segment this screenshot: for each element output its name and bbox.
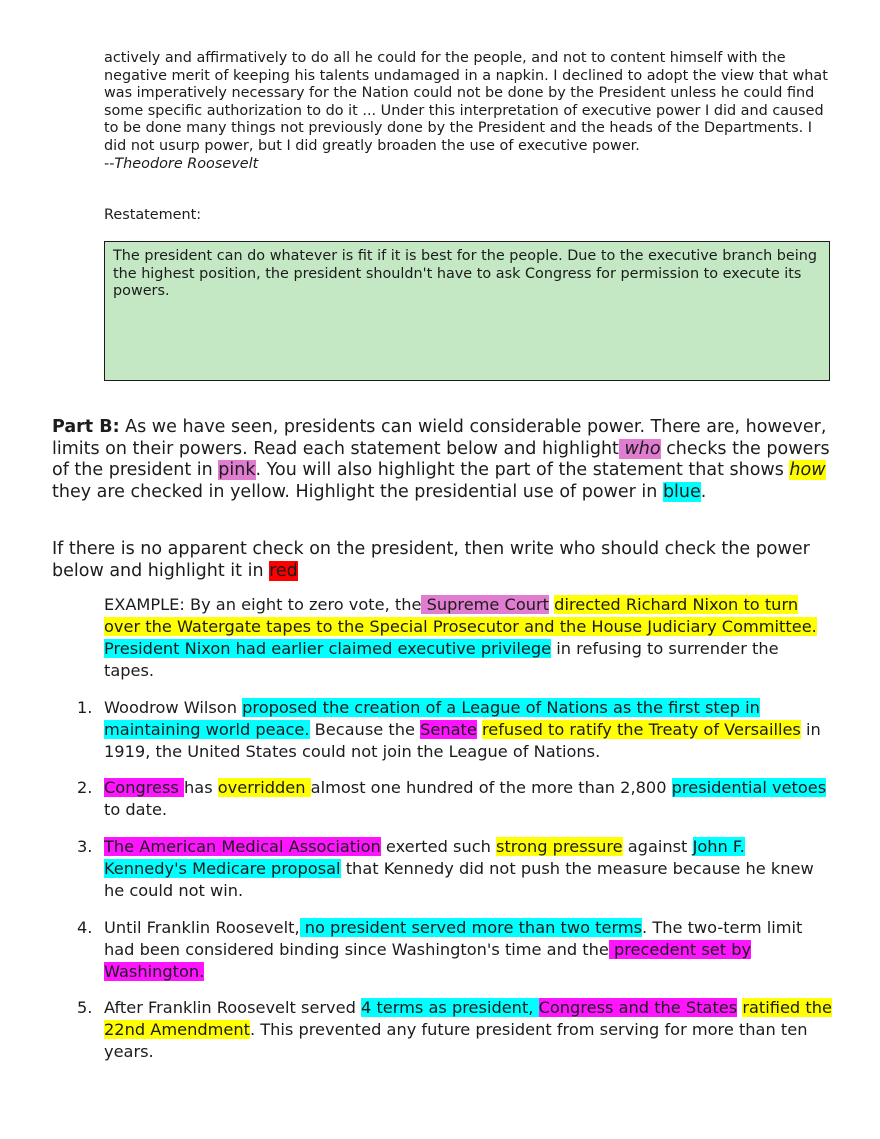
statement-text: Woodrow Wilson — [104, 698, 243, 717]
part-b-text: . You will also highlight the part of the statement that shows — [255, 460, 790, 480]
statement-text: . The two-term limit had been considered binding since Washington's time and the — [104, 918, 803, 959]
statement-blue: presidential vetoes — [671, 778, 827, 797]
item-number: 1. — [77, 698, 93, 717]
statement-blue: proposed the creation of a League of Nations as the first step in maintaining world peace. — [104, 698, 760, 739]
part-b-text: . — [700, 481, 707, 502]
statement-pink: Senate — [420, 720, 477, 739]
who-highlight: who — [618, 438, 661, 459]
example-yellow: directed Richard Nixon to turn over the Watergate tapes to the Special Prosecutor and the House Judiciary Committee. — [104, 595, 817, 636]
roosevelt-quote — [104, 50, 834, 173]
statement-2 — [104, 777, 832, 821]
statement-blue: no president served more than two terms — [299, 918, 643, 937]
part-b-red-instruction — [52, 539, 842, 582]
statement-4 — [104, 917, 832, 983]
example-text: in refusing to surrender the tapes. — [104, 639, 779, 680]
statement-text: to date. — [104, 800, 168, 819]
part-b-text: As we have seen, presidents can wield considerable power. There are, however, limits on their powers. Read each statement below and highlight — [52, 417, 827, 459]
statement-text: Until Franklin Roosevelt, — [104, 918, 300, 937]
blue-highlight: blue — [662, 481, 701, 502]
statement-text: has — [184, 778, 218, 797]
quote-dash: -- — [104, 155, 115, 172]
statement-text: in 1919, the United States could not join the League of Nations. — [104, 720, 821, 761]
part-b-text: checks the powers of the president in — [52, 438, 830, 480]
item-number: 5. — [77, 998, 93, 1017]
statement-1 — [104, 697, 832, 763]
restatement-text: The president can do whatever is fit if it is best for the people. Due to the executive branch being the highest position, the president shouldn't have to ask Congress for permission to execute its powers. — [113, 248, 818, 300]
statement-blue: 4 terms as president, — [361, 998, 539, 1017]
pink-highlight: pink — [218, 460, 256, 480]
statement-blue: John F. Kennedy's Medicare proposal — [104, 837, 745, 878]
item-number: 2. — [77, 778, 93, 797]
statement-text: that Kennedy did not push the measure because he knew he could not win. — [104, 859, 814, 900]
restatement-box[interactable] — [104, 241, 830, 381]
red-highlight: red — [269, 560, 298, 581]
statement-pink: Congress and the States — [538, 998, 738, 1017]
restatement-label: Restatement: — [104, 207, 202, 223]
statement-text: against — [622, 837, 693, 856]
statement-pink: The American Medical Association — [104, 837, 381, 856]
statement-text: After Franklin Roosevelt served — [104, 998, 362, 1017]
part-b-instructions — [52, 417, 842, 503]
statement-yellow: overridden — [217, 778, 311, 797]
statement-pink: Congress — [104, 778, 185, 797]
statement-text: Because the — [309, 720, 421, 739]
statement-text: . This prevented any future president from serving for more than ten years. — [104, 1020, 808, 1061]
example-pink: Supreme Court — [421, 595, 550, 614]
statement-3 — [104, 836, 832, 902]
statement-pink: precedent set by Washington. — [104, 940, 752, 981]
statement-yellow: strong pressure — [496, 837, 623, 856]
part-b-text: they are checked in yellow. Highlight the presidential use of power in — [52, 481, 663, 502]
item-number: 3. — [77, 837, 93, 856]
item-number: 4. — [77, 918, 93, 937]
statement-text: exerted such — [380, 837, 497, 856]
part-b-heading: Part B: — [52, 417, 120, 437]
example-text: EXAMPLE: By an eight to zero vote, the — [104, 595, 422, 614]
how-highlight: how — [789, 460, 826, 480]
example-blue: President Nixon had earlier claimed executive privilege — [104, 639, 552, 658]
quote-author: Theodore Roosevelt — [114, 155, 259, 172]
example-statement — [104, 594, 832, 682]
quote-text: actively and affirmatively to do all he could for the people, and not to content himself with the negative merit of keeping his talents undamaged in a napkin. I declined to adopt the view that what was imperatively necessary for the Nation could not be done by the President unless he could find some specific authorization to do it ... Under this interpretation of executive power I did and caused to be done many things not previously done by the President and the heads of the Departments. I did not usurp power, but I did greatly broaden the use of executive power. — [104, 50, 828, 154]
statement-text: almost one hundred of the more than 2,800 — [310, 778, 672, 797]
part-b-text: If there is no apparent check on the president, then write who should check the power below and highlight it in — [52, 539, 810, 581]
statement-yellow: refused to ratify the Treaty of Versailles — [481, 720, 801, 739]
statement-5 — [104, 997, 832, 1063]
statement-yellow: ratified the 22nd Amendment — [104, 998, 832, 1039]
